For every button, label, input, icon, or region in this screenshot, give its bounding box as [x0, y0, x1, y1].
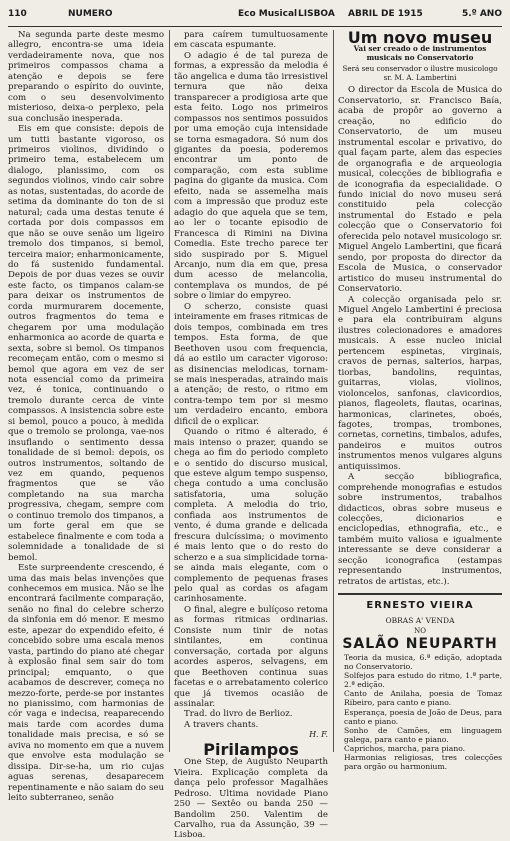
translation-note: Trad. do livro de Berlioz.: [184, 709, 293, 720]
ad-author-name: ERNESTO VIEIRA: [338, 593, 502, 611]
list-item: Harmonias religiosas, tres colecções para orgão ou harmonium.: [344, 753, 502, 772]
ad-no: NO: [414, 627, 426, 636]
publication-title: Eco Musical: [238, 9, 298, 19]
museum-subtitle: Vai ser creado o de instrumentos musicais no Conservatorio: [353, 44, 487, 62]
list-item: Solfejos para estudo do ritmo, 1.ª parte, 2.ª edição.: [344, 671, 502, 690]
column-3: [338, 28, 502, 772]
page-header: [8, 6, 502, 27]
author-signature: H. F.: [309, 730, 328, 740]
column-divider: [169, 30, 170, 752]
list-item: Sonho de Camões, em linguagem galega, para canto e piano.: [344, 725, 502, 744]
header-year: 5.º ANO: [461, 9, 502, 19]
pirilampos-ad: One Step, de Augusto Neuparth Vieira. Explicação completa da dança pelo professor Magalhães Pedroso. Ultima novidade Piano 250 — Sextêo ou banda 250 — Bandolim 250. Valentim de Carvalho, rua da Assunção, 39 — Lisboa.: [174, 757, 328, 841]
col1-paragraph: Este surpreendente crescendo, é uma das mais belas invenções que conhecemos em musica. Não se lhe encontrará facilmente comparação, senão no final do celebre scherzo da sinfonia em dó menor. E mesmo este, apezar do expendido efeito, é concebido sobre uma escala menos vasta, partindo do piano até chegar à explosão final sem sair do tom principal; emquanto, o que acabamos de descrever, começa no mezzo-forte, perde-se por instantes no pianissimo, com harmonias de cór vaga e indecisa, reaparecendo mais tarde com acordes duma tonalidade mais precisa, e só se aviva no momento em que a nuvem que envolve esta modulação se dissipa. Dir-se-ha, um rio cujas aguas serenas, desaparecem repentinamente e não saiam do seu leito subterraneo, senão: [8, 563, 164, 804]
col2-paragraph: O final, alegre e bulíçoso retoma as formas ritmicas ordinarias. Consiste num tinir de notas sintilantes, em continua conversação, cortada por alguns acordes asperos, selvagens, em que Beethoven continua suas facetas e o arrebatamento colerico que já tivemos ocasião de assinalar.: [174, 604, 328, 709]
col1-paragraph: Eis em que consiste: depois de um tutti bastante vigoroso, os primeiros violinos, dividindo o primeiro tema, estabelecem um dialogo, planissimo, com os segundos violinos, vindo cair sobre as notas, sustentadas, do acorde de setima da dominante do ton de si natural; cada uma destas tenute é cortada por dois compassos em que não se ouve senão um ligeiro tremolo dos timpanos, si bemol, terceira maior; enharmonicamente, do fá sustenido fundamental. Depois de por duas vezes se ouvir este facto, os timpanos calam-se para deixar os instrumentos de corda murmurarem docemente, outros fragmentos do tema e chegarem por uma modulação enharmonica ao acorde de quarta e sexta, sobre si bemol. Os timpanos recomeçam então, com o mesmo si bemol que agora em vez de ser nota essencial como da primeira vez, é tonica, continuando o tremolo durante cerca de vinte compassos. A insistencia sobre este si bemol, pouco a pouco, à medida que o tremolo se prolonga, vae-nos insuflando o sentimento dessa tonalidade de si bemol: depois, os outros instrumentos, soltando de vez em quando, pequenos fragmentos que se vão completando na sua marcha progressiva, chegam, sempre com o continuo tremolo dos timpanos, a um forte geral em que se estabelece finalmente e com toda a solemnidade a tonalidade de si bemol.: [8, 124, 164, 563]
col3-paragraph: O director da Escola de Musica do Conservatorio, sr. Francisco Baía, acaba de propôr ao governo a creação, no edificio do Conservatorio, de um museu instrumental escolar e privativo, do qual façam parte, alem das especies de organografia e de arqueologia musical, colecções de bibliografia e de iconografia da especialidade. O fundo inicial do novo museu será constituido pela colecção instrumental do Estado e pela colecção que o Conservatorio foi oferecida pelo notavel musicologo sr. Miguel Angelo Lambertini, que ficará sendo, por proposta do director da Escola de Musica, o conservador artistico do museu instrumental do Conservatorio.: [338, 85, 502, 295]
ad-works-list: [338, 653, 502, 771]
col3-paragraph: A colecção organisada pelo sr. Miguel Angelo Lambertini é preciosa e para ela contribuiram alguns ilustres colecionadores e amadores musicais. A esse nucleo inicial pertencem espinetas, virginais, cravos de pernas, salterios, harpas, tiorbas, bandolins, requintas, guitarras, violas, violinos, violoncelos, sanfonas, clavicordios, pianos, flageolets, flautas, ocarinas, harmonicas, clarinetes, oboés, fagotes, trompas, trombones, cornetas, cornetins, timbalos, adufes, pandeiros e muitos outros instrumentos menos vulgares alguns antiquissimos.: [338, 294, 502, 472]
list-item: Esperança, poesia de João de Deus, para canto e piano.: [344, 707, 502, 726]
ad-works-for-sale: OBRAS A' VENDA: [385, 615, 455, 625]
col2-paragraph: Quando o ritmo é alterado, é mais intenso o prazer, quando se chega ao fim do periodo completo e o sentido do discurso musical, que esteve algum tempo suspenso, chega contudo a uma conclusão satisfatoria, uma solução completa. A melodia do trio, confiada aos instrumentos de vento, é duma grande e delicada frescura dulcíssima; o movimento é mais lento que o do resto do scherzo e a sua simplicidade torna-se ainda mais elegante, com o complemento de pequenas frases pelo qual as cordas os afagam carinhosamente.: [174, 427, 328, 605]
col1-paragraph: Na segunda parte deste mesmo allegro, encontra-se uma ideia verdadeiramente nova, que nos primeiros compassos chama a atenção e depois se fere preparando o espírito do ouvinte, com o seu desenvolvimento misterioso, deixa-o perplexo, pela sua conclusão inesperada.: [8, 30, 164, 124]
col2-paragraph: O scherzo, consiste quasi inteiramente em frases ritmicas de dois tempos, combinada em tres tempos. Esta forma, de que Beethoven usou com frequencia, dá ao estilo um caracter vigoroso: as disinencias melodicas, tornam-se mais inesperadas, atraindo mais a atenção; de resto, o ritmo em contra-tempo tem por si mesmo um verdadeiro encanto, embora dificil de o explicar.: [174, 301, 328, 427]
newspaper-page: [8, 6, 502, 841]
col2-paragraph: para caírem tumultuosamente em cascata espumante.: [174, 30, 328, 51]
page-number: 110: [8, 9, 27, 19]
ad-salon-name: SALÃO NEUPARTH: [342, 635, 498, 652]
col3-paragraph: A secção bibliografica, comprehende monografias e estudos sobre instrumentos, trabalhos didacticos, obras sobre museus e colecções, dicionarios e enciclopedias, ethnografia, etc., e também muito valiosa e igualmente interessante se deve considerar a secção iconografica (estampas representando instrumentos, retratos de artistas, etc.).: [338, 472, 502, 587]
museum-article-title: Um novo museu: [347, 28, 493, 47]
source-book: A travers chants.: [184, 719, 259, 730]
column-2: [174, 30, 328, 841]
list-item: Caprichos, marcha, para piano.: [344, 743, 466, 753]
pirilampos-title: Pirilampos: [203, 739, 299, 759]
list-item: Canto de Anilaha, poesia de Tomaz Ribeiro, para canto e piano.: [344, 689, 502, 708]
header-lisboa: LISBOA: [298, 9, 335, 19]
column-1: [8, 30, 164, 804]
list-item: Teoria da musica, 6.ª edição, adoptada no Conservatorio.: [344, 653, 502, 672]
museum-subtitle-2: Será seu conservador o ilustre musicologo sr. M. A. Lambertini: [342, 64, 498, 82]
col2-paragraph: O adagio é de tal pureza de formas, a expressão da melodia é tão angelica e duma tão irresistivel ternura que não deixa transparecer a prodigiosa arte que esta feito. Logo nos primeiros compassos nos sentimos possuidos por uma emoção cuja intensidade se torna esmagadora. Só num dos gigantes da poesia, poderemos encontrar um ponto de comparação, com esta sublime pagina do gigante da musica. Com efeito, nada se assemelha mais com a impressão que produz este adagio do que aquela que se tem, ao ler o tocante episodio de Francesca di Rimini na Divina Comedia. Este trecho parece ter sido suspirado por S. Miguel Arcanjo, num dia em que, presa dum acesso de melancolia, contemplava os mundos, de pé sobre o limiar do empyreo.: [174, 50, 328, 302]
header-date: ABRIL DE 1915: [348, 9, 423, 19]
column-divider: [333, 30, 334, 752]
header-numero: NUMERO: [68, 9, 113, 19]
